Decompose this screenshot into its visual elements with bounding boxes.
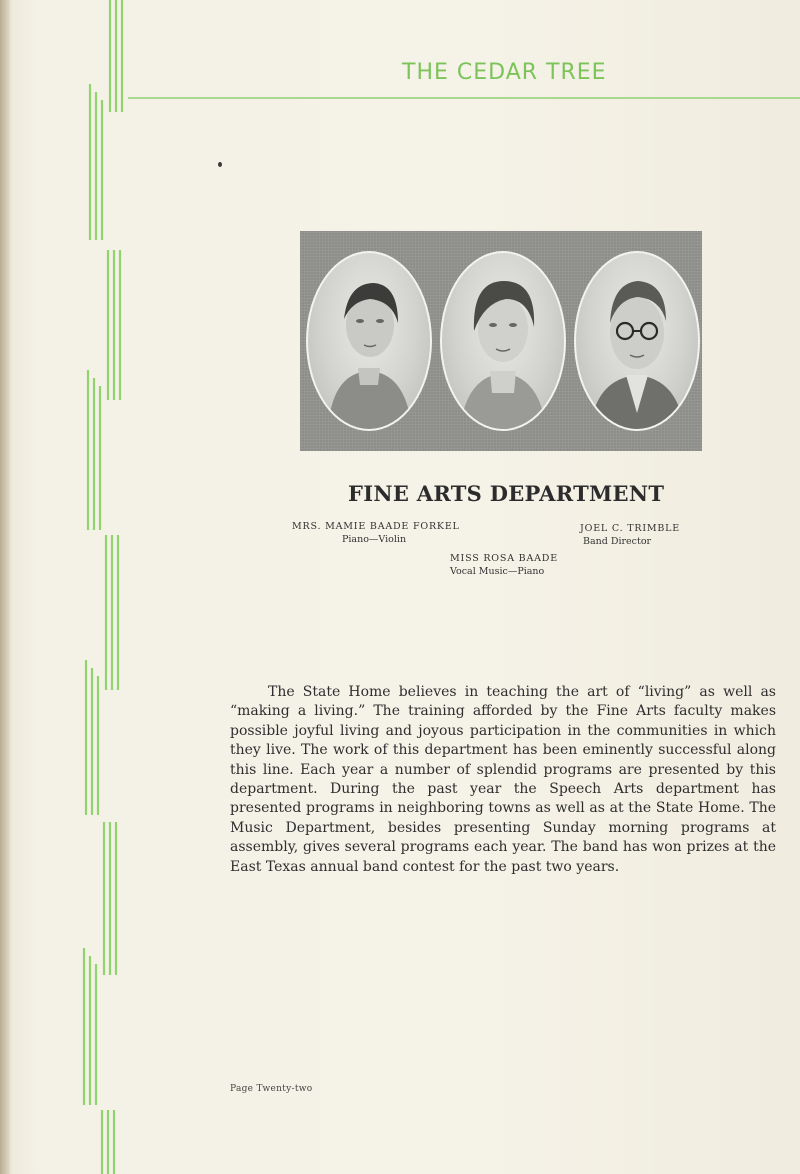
- body-paragraph: The State Home believes in teaching the art of “living” as well as “making a living.” The training afforded by the Fine Arts faculty makes possible joyful living and joyous participation in the communities in which they live. The work of this department has been eminently successful along this line. Each year a number of splendid programs are presented by this department. During the past year the Speech Arts department has presented programs in neighboring towns as well as at the State Home. The Music Department, besides presenting Sunday morning programs at assembly, gives several programs each year. The band has won prizes at the East Texas annual band contest for the past two years.: [230, 684, 776, 875]
- caption-name-rosa-baade: MISS ROSA BAADE: [450, 553, 558, 564]
- section-title: FINE ARTS DEPARTMENT: [348, 481, 665, 506]
- caption-name-trimble: JOEL C. TRIMBLE: [580, 523, 681, 534]
- header-rule: [128, 97, 800, 99]
- caption-name-forkel: MRS. MAMIE BAADE FORKEL: [292, 521, 460, 532]
- art-deco-border: [0, 0, 140, 1174]
- faculty-photo-panel: [300, 231, 702, 451]
- portrait-trimble: [574, 251, 700, 431]
- portrait-forkel: [306, 251, 432, 431]
- page-number: Page Twenty-two: [230, 1084, 313, 1094]
- portrait-rosa-baade: [440, 251, 566, 431]
- caption-role-forkel: Piano—Violin: [342, 534, 407, 545]
- caption-role-rosa-baade: Vocal Music—Piano: [450, 566, 545, 577]
- caption-role-trimble: Band Director: [583, 536, 652, 547]
- running-header-title: THE CEDAR TREE: [402, 60, 607, 85]
- ink-speck: [218, 162, 222, 167]
